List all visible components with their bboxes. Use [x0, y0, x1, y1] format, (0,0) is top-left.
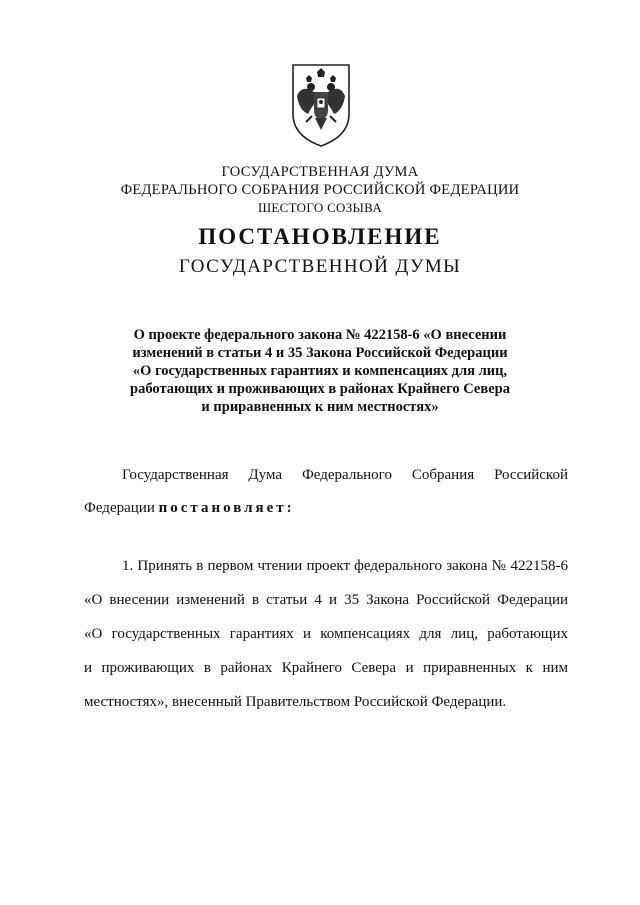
subject-line: «О государственных гарантиях и компенсациях для лиц,: [132, 363, 508, 379]
subject-line: изменений в статьи 4 и 35 Закона Российской Федерации: [132, 345, 508, 361]
decision-verb: постановляет:: [158, 500, 295, 516]
preamble-text: Государственная Дума Федерального Собрания Российской: [122, 467, 568, 483]
item-1-text: «О внесении изменений в статьи 4 и 35 Закона Российской Федерации: [84, 592, 568, 608]
header-line-federal-assembly: ФЕДЕРАЛЬНОГО СОБРАНИЯ РОССИЙСКОЙ ФЕДЕРАЦИИ: [120, 182, 520, 198]
header-line-convocation: ШЕСТОГО СОЗЫВА: [257, 200, 383, 215]
header-line-duma: ГОСУДАРСТВЕННАЯ ДУМА: [221, 164, 419, 180]
item-1-line: [84, 590, 568, 610]
item-1-text: «О государственных гарантиях и компенсациях для лиц, работающих: [84, 626, 568, 642]
item-1-text: местностях», внесенный Правительством Российской Федерации.: [84, 694, 507, 710]
subject-line: О проекте федерального закона № 422158-6 «О внесении: [133, 327, 507, 343]
document-title: ПОСТАНОВЛЕНИЕ: [198, 224, 442, 249]
item-1-text: 1. Принять в первом чтении проект федерального закона № 422158-6: [122, 558, 568, 574]
document-subtitle: ГОСУДАРСТВЕННОЙ ДУМЫ: [178, 256, 462, 277]
subject-line: работающих и проживающих в районах Крайнего Севера: [130, 381, 510, 397]
item-1-line: [122, 556, 568, 576]
preamble-text: Федерации: [84, 500, 159, 516]
preamble-line: [84, 498, 568, 518]
subject-line: и приравненных к ним местностях»: [201, 399, 439, 415]
item-1-line: [84, 624, 568, 644]
item-1-text: и проживающих в районах Крайнего Севера и приравненных к ним: [84, 660, 568, 676]
coat-of-arms-icon: [290, 62, 352, 148]
item-1-line: [84, 658, 568, 678]
item-1-line: [84, 692, 568, 712]
subject-block: [100, 326, 540, 416]
preamble-line: [122, 465, 568, 485]
